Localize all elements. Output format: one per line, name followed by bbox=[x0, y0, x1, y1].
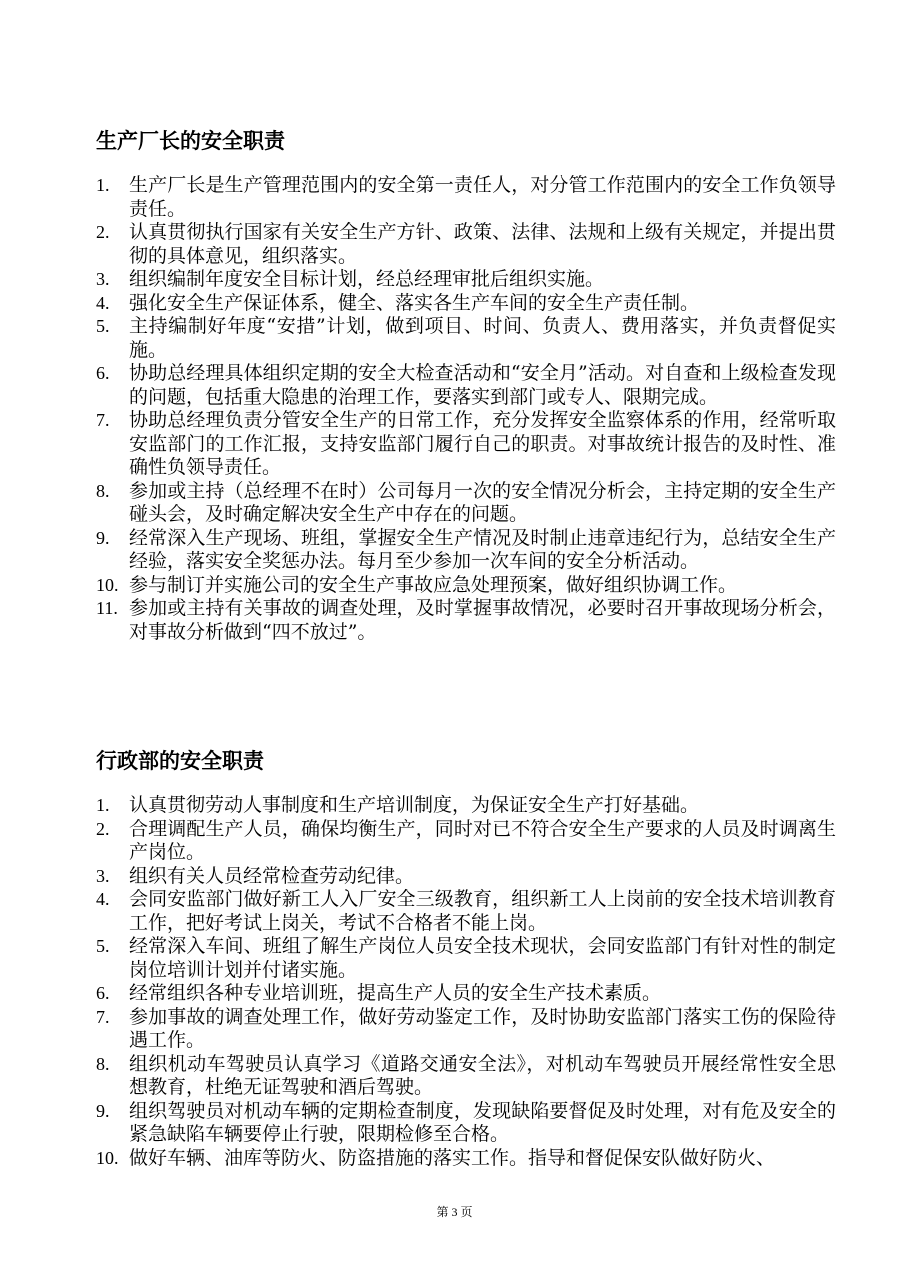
duty-list bbox=[96, 794, 836, 1170]
item-text: 经常深入生产现场、班组，掌握安全生产情况及时制止违章违纪行为，总结安全生产经验，落实安全奖惩办法。每月至少参加一次车间的安全分析活动。 bbox=[129, 526, 836, 572]
list-item bbox=[96, 409, 836, 480]
list-item bbox=[96, 888, 836, 935]
item-number: 6. bbox=[96, 983, 110, 1003]
item-number: 10. bbox=[96, 1147, 119, 1168]
duty-list bbox=[96, 174, 836, 644]
item-text: 参加或主持有关事故的调查处理，及时掌握事故情况，必要时召开事故现场分析会，对事故分析做到“四不放过”。 bbox=[129, 597, 836, 643]
item-text: 协助总经理负责分管安全生产的日常工作，充分发挥安全监察体系的作用，经常听取安监部门的工作汇报，支持安监部门履行自己的职责。对事故统计报告的及时性、准确性负领导责任。 bbox=[129, 409, 836, 478]
item-text: 参加或主持（总经理不在时）公司每月一次的安全情况分析会，主持定期的安全生产碰头会，及时确定解决安全生产中存在的问题。 bbox=[129, 479, 836, 525]
list-item bbox=[96, 221, 836, 268]
item-number: 10. bbox=[96, 574, 119, 595]
item-number: 4. bbox=[96, 889, 110, 909]
page-number: 第 3 页 bbox=[436, 1205, 473, 1219]
list-item bbox=[96, 1100, 836, 1147]
item-number: 3. bbox=[96, 865, 110, 886]
item-number: 7. bbox=[96, 1006, 110, 1027]
list-item bbox=[96, 574, 836, 598]
list-item bbox=[96, 597, 836, 644]
item-number: 1. bbox=[96, 795, 110, 815]
item-number: 9. bbox=[96, 1100, 110, 1121]
list-item bbox=[96, 935, 836, 982]
item-number: 4. bbox=[96, 292, 110, 313]
list-item bbox=[96, 1006, 836, 1053]
item-number: 8. bbox=[96, 480, 110, 501]
list-item bbox=[96, 174, 836, 221]
item-number: 1. bbox=[96, 175, 110, 195]
list-item bbox=[96, 1147, 836, 1171]
list-item bbox=[96, 982, 836, 1006]
item-text: 生产厂长是生产管理范围内的安全第一责任人，对分管工作范围内的安全工作负领导责任。 bbox=[129, 174, 836, 220]
list-item bbox=[96, 292, 836, 316]
item-number: 6. bbox=[96, 363, 110, 383]
list-item bbox=[96, 527, 836, 574]
item-number: 2. bbox=[96, 222, 110, 242]
item-text: 组织驾驶员对机动车辆的定期检查制度，发现缺陷要督促及时处理，对有危及安全的紧急缺陷车辆要停止行驶，限期检修至合格。 bbox=[129, 1099, 836, 1145]
list-item bbox=[96, 480, 836, 527]
item-number: 9. bbox=[96, 527, 110, 548]
list-item bbox=[96, 818, 836, 865]
item-text: 组织有关人员经常检查劳动纪律。 bbox=[129, 864, 415, 887]
item-text: 参加事故的调查处理工作，做好劳动鉴定工作，及时协助安监部门落实工伤的保险待遇工作。 bbox=[129, 1005, 836, 1051]
section-admin-department bbox=[96, 746, 836, 1170]
item-text: 主持编制好年度“安措”计划，做到项目、时间、负责人、费用落实，并负责督促实施。 bbox=[129, 315, 836, 361]
item-text: 强化安全生产保证体系，健全、落实各生产车间的安全生产责任制。 bbox=[129, 291, 700, 314]
item-number: 11. bbox=[96, 598, 118, 618]
section-heading: 生产厂长的安全职责 bbox=[96, 129, 285, 153]
item-text: 认真贯彻劳动人事制度和生产培训制度，为保证安全生产打好基础。 bbox=[129, 794, 700, 816]
item-number: 5. bbox=[96, 936, 110, 956]
item-text: 经常深入车间、班组了解生产岗位人员安全技术现状，会同安监部门有针对性的制定岗位培训计划并付诸实施。 bbox=[129, 935, 836, 981]
item-text: 认真贯彻执行国家有关安全生产方针、政策、法律、法规和上级有关规定，并提出贯彻的具体意见，组织落实。 bbox=[129, 221, 836, 267]
list-item bbox=[96, 315, 836, 362]
list-item bbox=[96, 794, 836, 818]
item-number: 3. bbox=[96, 269, 110, 289]
item-text: 会同安监部门做好新工人入厂安全三级教育，组织新工人上岗前的安全技术培训教育工作，把好考试上岗关，考试不合格者不能上岗。 bbox=[129, 888, 836, 934]
item-text: 协助总经理具体组织定期的安全大检查活动和“安全月”活动。对自查和上级检查发现的问题，包括重大隐患的治理工作，要落实到部门或专人、限期完成。 bbox=[129, 362, 836, 408]
item-text: 做好车辆、油库等防火、防盗措施的落实工作。指导和督促保安队做好防火、 bbox=[129, 1146, 776, 1169]
item-number: 7. bbox=[96, 410, 110, 430]
item-number: 8. bbox=[96, 1053, 110, 1074]
list-item bbox=[96, 362, 836, 409]
section-production-director bbox=[96, 126, 836, 644]
item-text: 经常组织各种专业培训班，提高生产人员的安全生产技术素质。 bbox=[129, 982, 662, 1004]
item-text: 合理调配生产人员，确保均衡生产，同时对已不符合安全生产要求的人员及时调离生产岗位。 bbox=[129, 817, 836, 863]
item-text: 组织机动车驾驶员认真学习《道路交通安全法》，对机动车驾驶员开展经常性安全思想教育，杜绝无证驾驶和酒后驾驶。 bbox=[129, 1052, 836, 1098]
item-text: 组织编制年度安全目标计划，经总经理审批后组织实施。 bbox=[129, 268, 605, 290]
list-item bbox=[96, 865, 836, 889]
list-item bbox=[96, 1053, 836, 1100]
item-number: 2. bbox=[96, 818, 110, 839]
item-number: 5. bbox=[96, 316, 110, 336]
list-item bbox=[96, 268, 836, 292]
section-heading: 行政部的安全职责 bbox=[96, 749, 264, 773]
item-text: 参与制订并实施公司的安全生产事故应急处理预案，做好组织协调工作。 bbox=[129, 573, 738, 596]
